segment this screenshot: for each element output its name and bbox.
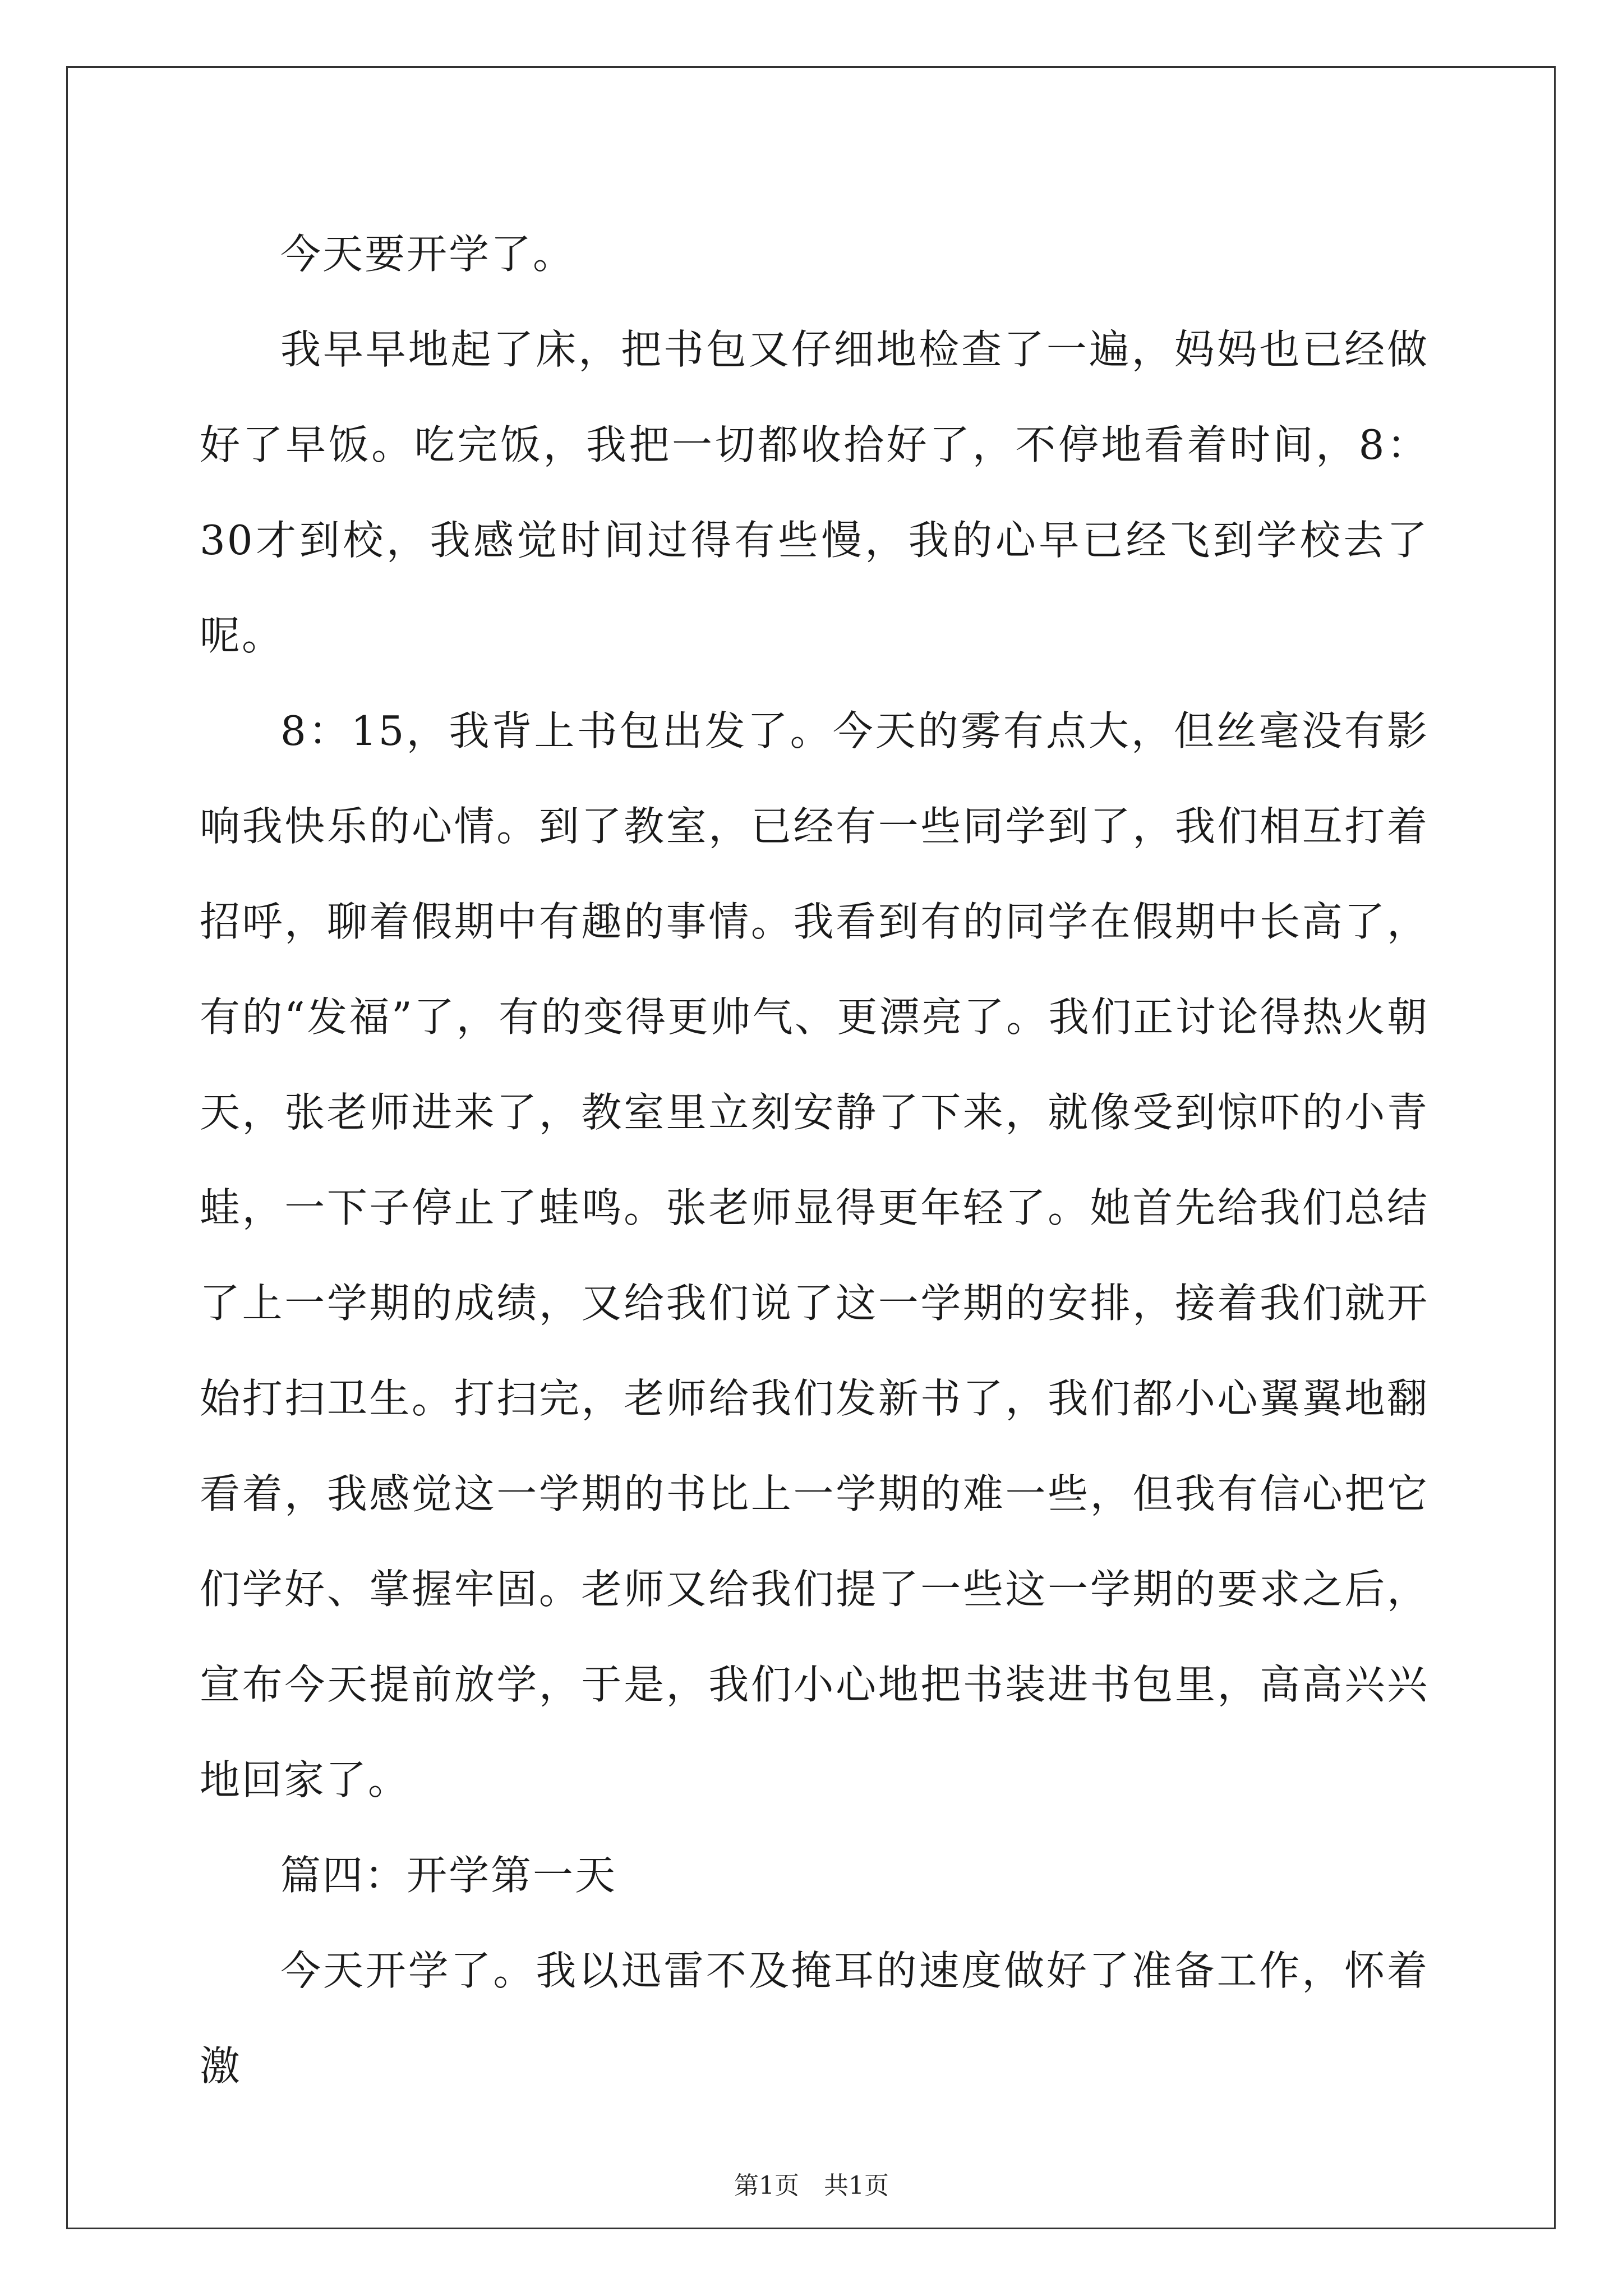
page-footer: 第1页 共1页 bbox=[734, 2171, 889, 2200]
document-body bbox=[200, 206, 1429, 2114]
paragraph-1: 今天要开学了。 bbox=[280, 231, 575, 278]
section-heading: 篇四：开学第一天 bbox=[280, 1852, 617, 1899]
paragraph-2: 我早早地起了床，把书包又仔细地检查了一遍，妈妈也已经做好了早饭。吃完饭，我把一切都收拾好了，不停地看着时间，8：30才到校，我感觉时间过得有些慢，我的心早已经飞到学校去了呢。 bbox=[200, 326, 1429, 659]
paragraph-3: 8：15，我背上书包出发了。今天的雾有点大，但丝毫没有影响我快乐的心情。到了教室，已经有一些同学到了，我们相互打着招呼，聊着假期中有趣的事情。我看到有的同学在假期中长高了，有的“发福”了，有的变得更帅气、更漂亮了。我们正讨论得热火朝天，张老师进来了，教室里立刻安静了下来，就像受到惊吓的小青蛙，一下子停止了蛙鸣。张老师显得更年轻了。她首先给我们总结了上一学期的成绩，又给我们说了这一学期的安排，接着我们就开始打扫卫生。打扫完，老师给我们发新书了，我们都小心翼翼地翻看着，我感觉这一学期的书比上一学期的难一些，但我有信心把它们学好、掌握牢固。老师又给我们提了一些这一学期的要求之后，宣布今天提前放学，于是，我们小心地把书装进书包里，高高兴兴地回家了。 bbox=[200, 707, 1429, 1803]
paragraph-4: 今天开学了。我以迅雷不及掩耳的速度做好了准备工作，怀着激 bbox=[200, 1947, 1429, 2090]
